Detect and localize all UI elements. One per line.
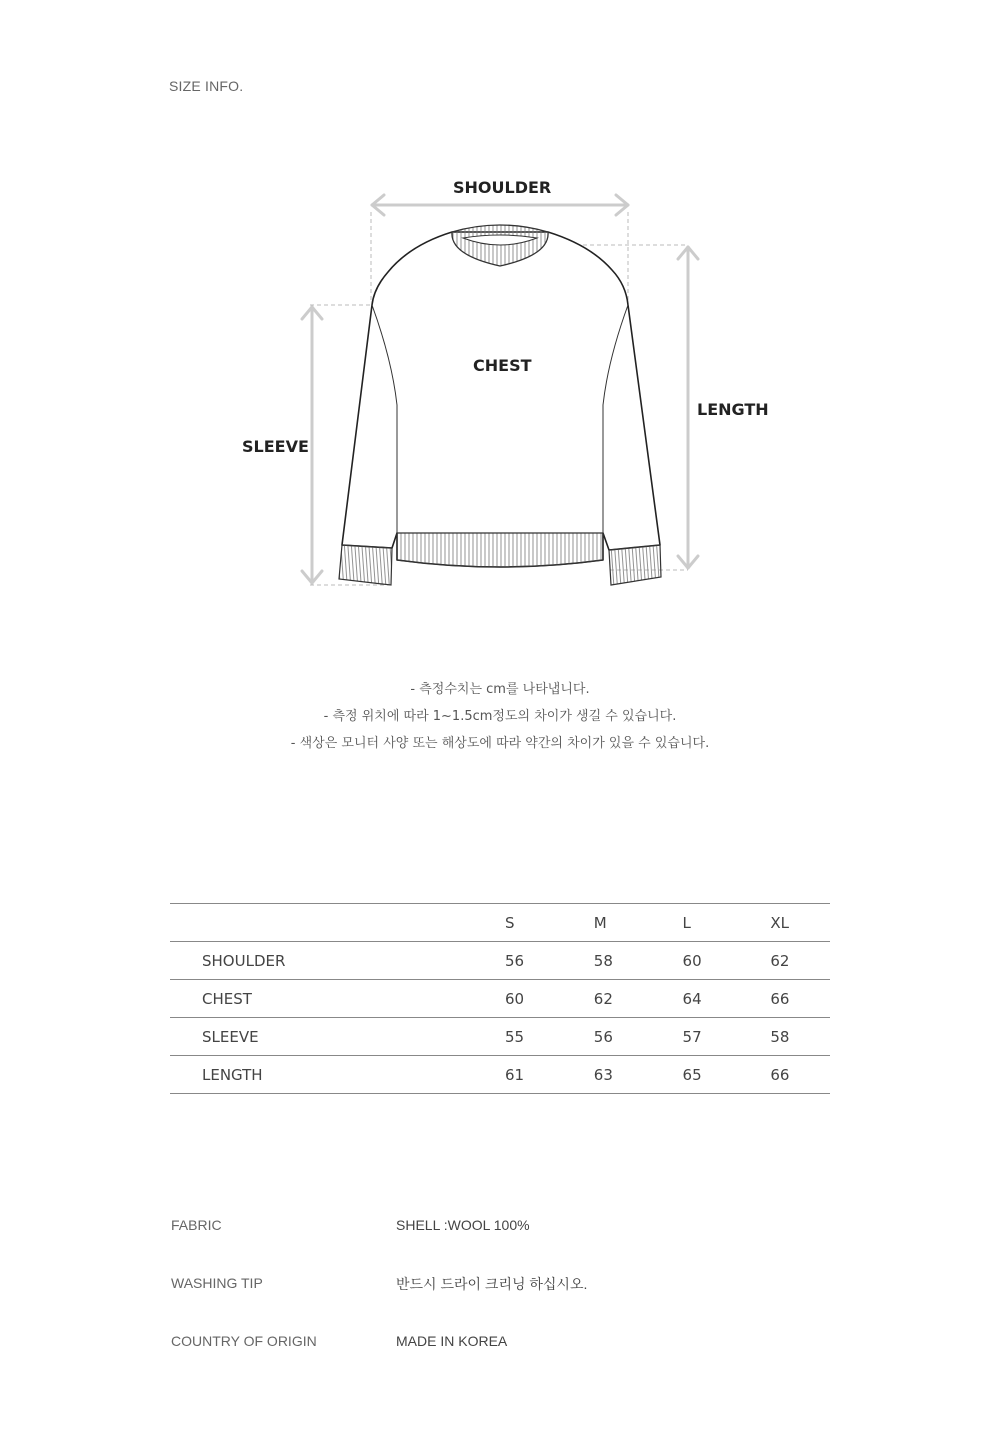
measurement-notes <box>0 680 1000 761</box>
right-cuff <box>609 545 661 585</box>
row-label: SLEEVE <box>170 1018 475 1056</box>
washing-tip-label: WASHING TIP <box>171 1275 263 1291</box>
column-header: M <box>593 913 607 932</box>
table-row <box>170 942 830 980</box>
table-row <box>170 1056 830 1094</box>
note-line: - 측정수치는 cm를 나타냅니다. <box>410 682 590 697</box>
cell-value: 56 <box>505 951 525 970</box>
chest-label: CHEST <box>473 356 532 375</box>
sleeve-label: SLEEVE <box>242 437 309 456</box>
length-label: LENGTH <box>697 400 769 419</box>
cell-value: 62 <box>770 951 790 970</box>
cell-value: 58 <box>593 951 613 970</box>
hem-rib <box>397 533 603 567</box>
note-line: - 색상은 모니터 사양 또는 해상도에 따라 약간의 차이가 있을 수 있습니다. <box>290 736 710 751</box>
cell-value: 62 <box>593 989 613 1008</box>
cell-value: 61 <box>505 1065 525 1084</box>
cell-value: 55 <box>505 1027 525 1046</box>
cell-value: 64 <box>682 989 702 1008</box>
header-empty <box>170 904 475 942</box>
row-label: SHOULDER <box>170 942 475 980</box>
country-of-origin-label: COUNTRY OF ORIGIN <box>171 1333 317 1349</box>
shoulder-label: SHOULDER <box>453 178 552 197</box>
fabric-label: FABRIC <box>171 1217 222 1233</box>
note-line: - 측정 위치에 따라 1~1.5cm정도의 차이가 생길 수 있습니다. <box>323 709 677 724</box>
table-row <box>170 980 830 1018</box>
size-table <box>170 903 830 1094</box>
cell-value: 66 <box>770 989 790 1008</box>
row-label: LENGTH <box>170 1056 475 1094</box>
column-header: XL <box>770 913 789 932</box>
cell-value: 65 <box>682 1065 702 1084</box>
washing-tip-value: 반드시 드라이 크리닝 하십시오. <box>396 1276 588 1292</box>
table-row <box>170 1018 830 1056</box>
cell-value: 66 <box>770 1065 790 1084</box>
column-header: L <box>682 913 691 932</box>
cell-value: 57 <box>682 1027 702 1046</box>
cell-value: 58 <box>770 1027 790 1046</box>
row-label: CHEST <box>170 980 475 1018</box>
section-title: SIZE INFO. <box>169 78 244 94</box>
sweater-outline <box>342 232 660 567</box>
sweater-diagram <box>0 0 1000 640</box>
cell-value: 63 <box>593 1065 613 1084</box>
country-of-origin-value: MADE IN KOREA <box>396 1333 508 1349</box>
cell-value: 56 <box>593 1027 613 1046</box>
cell-value: 60 <box>682 951 702 970</box>
fabric-value: SHELL :WOOL 100% <box>396 1217 530 1233</box>
cell-value: 60 <box>505 989 525 1008</box>
left-cuff <box>339 545 392 585</box>
table-header-row <box>170 904 830 942</box>
column-header: S <box>505 913 515 932</box>
